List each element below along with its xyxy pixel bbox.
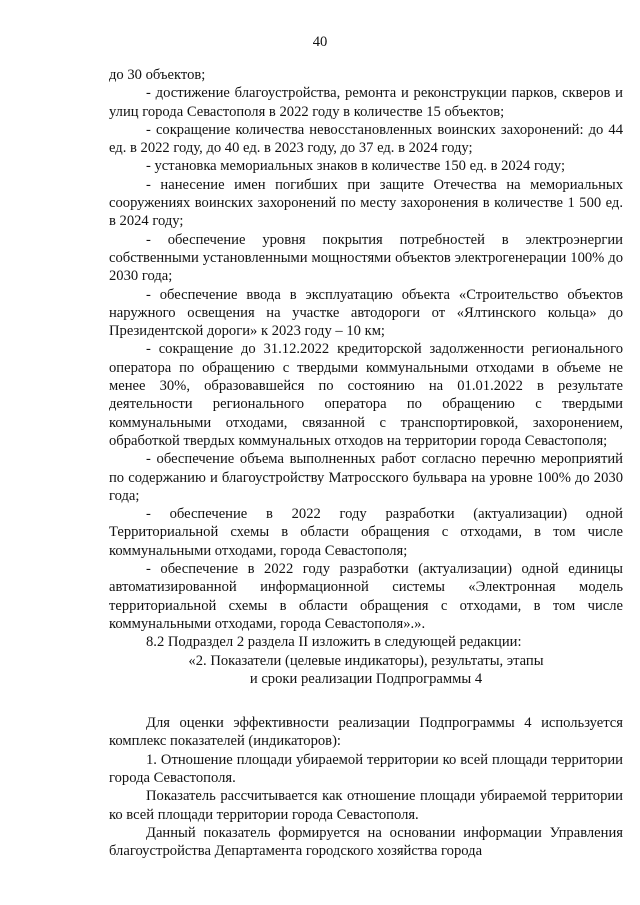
- heading-line: и сроки реализации Подпрограммы 4: [249, 670, 483, 687]
- paragraph: - сокращение до 31.12.2022 кредиторской задолженности регионального оператора по обращению с твердыми коммунальными отходами в объеме не менее 30%, образовавшейся по состоянию на 01.01.2022 в результате деятельности регионального оператора по обращению с твердыми коммунальными отходами, связанной с транспортировкой, захоронением, обработкой твердых коммунальных отходов на территории города Севастополя;: [109, 341, 623, 449]
- paragraph: - обеспечение уровня покрытия потребностей в электроэнергии собственными установленными мощностями объектов электрогенерации 100% до 2030 года;: [109, 231, 623, 285]
- paragraph: - достижение благоустройства, ремонта и реконструкции парков, скверов и улиц города Севастополя в 2022 году в количестве 15 объектов;: [109, 85, 623, 120]
- document-body: [109, 66, 623, 860]
- paragraph: Для оценки эффективности реализации Подпрограммы 4 используется комплекс показателей (индикаторов):: [109, 715, 623, 750]
- paragraph: Данный показатель формируется на основании информации Управления благоустройства Департамента городского хозяйства города: [109, 824, 623, 860]
- heading-line: «2. Показатели (целевые индикаторы), результаты, этапы: [188, 652, 544, 669]
- paragraph: - установка мемориальных знаков в количестве 150 ед. в 2024 году;: [146, 158, 566, 175]
- paragraph: 8.2 Подраздел 2 раздела II изложить в следующей редакции:: [146, 634, 522, 651]
- paragraph: 1. Отношение площади убираемой территории ко всей площади территории города Севастополя.: [109, 751, 623, 786]
- section-heading: [109, 652, 623, 689]
- spacer: [109, 706, 623, 714]
- paragraph: - обеспечение в 2022 году разработки (актуализации) одной единицы автоматизированной информационной системы «Электронная модель территориальной схемы в области обращения с отходами, в том числе коммунальными отходами, города Севастополя».».: [109, 561, 623, 632]
- paragraph: до 30 объектов;: [109, 67, 206, 83]
- paragraph: - обеспечение объема выполненных работ согласно перечню мероприятий по содержанию и благоустройству Матросского бульвара на уровне 100% до 2030 года;: [109, 451, 623, 504]
- paragraph: - обеспечение ввода в эксплуатацию объекта «Строительство объектов наружного освещения на участке автодороги от «Ялтинского кольца» до Президентской дороги» к 2023 году – 10 км;: [109, 286, 623, 340]
- page-number: 40: [312, 34, 328, 50]
- spacer: [109, 688, 623, 706]
- paragraph: Показатель рассчитывается как отношение площади убираемой территории ко всей площади территории города Севастополя.: [109, 788, 623, 823]
- paragraph: - сокращение количества невосстановленных воинских захоронений: до 44 ед. в 2022 году, до 40 ед. в 2023 году, до 37 ед. в 2024 году;: [109, 121, 623, 157]
- paragraph: - обеспечение в 2022 году разработки (актуализации) одной Территориальной схемы в области обращения с отходами, в том числе коммунальными отходами, города Севастополя;: [109, 506, 623, 559]
- paragraph: - нанесение имен погибших при защите Отечества на мемориальных сооружениях воинских захоронений по месту захоронения в количестве 1 500 ед. в 2024 году;: [109, 176, 623, 230]
